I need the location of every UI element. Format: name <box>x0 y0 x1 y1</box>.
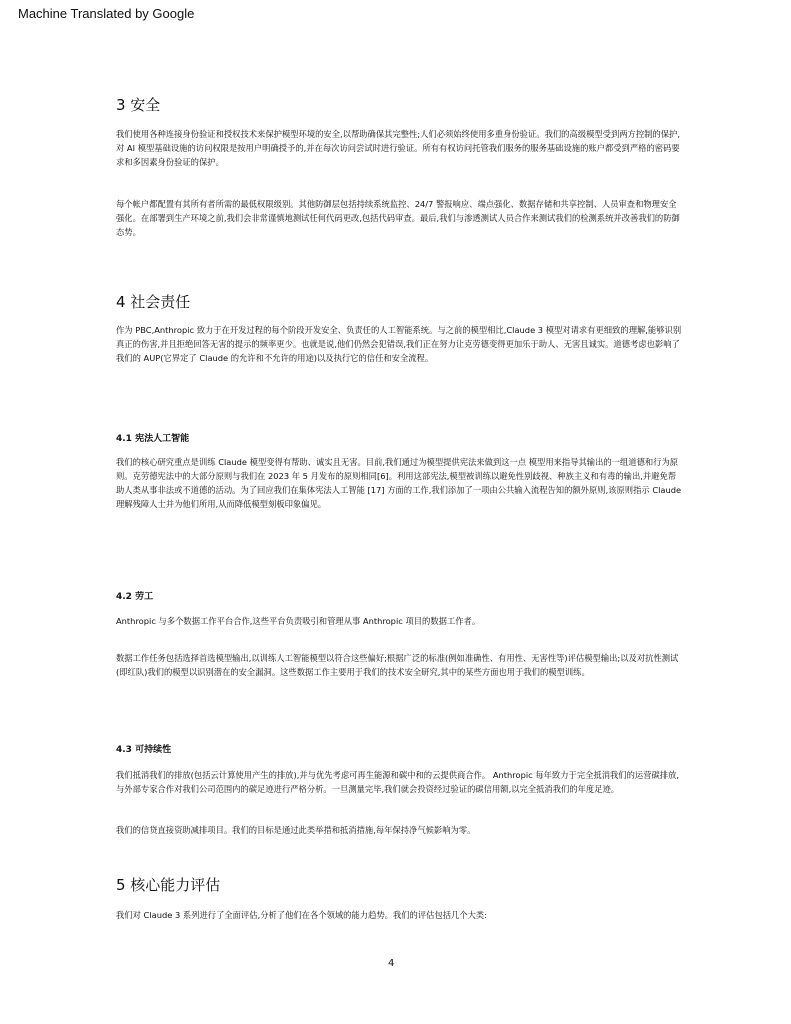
machine-translation-banner: Machine Translated by Google <box>18 6 195 21</box>
section-3-title: 3 安全 <box>116 96 161 114</box>
section-4-3-paragraph-2: 我们的信贷直接资助减排项目。我们的目标是通过此类举措和抵消措施,每年保持净气候影响为零。 <box>116 825 476 835</box>
section-4-paragraph-1: 作为 PBC,Anthropic 致力于在开发过程的每个阶段开发安全、负责任的人工智能系统。与之前的模型相比,Claude 3 模型对请求有更细致的理解,能够识别真正的伤害,并且拒绝回答无害的提示的频率更少。也就是说,他们仍然会犯错误,我们正在努力让克劳德变得更加乐于助人、无害且诚实。道德考虑也影响了我们的 AUP(它界定了 Claude 的允许和不允许的用途)以及执行它的信任和安全流程。 <box>116 325 682 363</box>
section-4-3-paragraph-1: 我们抵消我们的排放(包括云计算使用产生的排放),并与优先考虑可再生能源和碳中和的云提供商合作。 Anthropic 每年致力于完全抵消我们的运营碳排放,与外部专家合作对我们公司范围内的碳足迹进行严格分析。一旦测量完毕,我们就会投资经过验证的碳信用额,以完全抵消我们的年度足迹。 <box>116 770 680 794</box>
page-number: 4 <box>388 958 395 969</box>
section-5-paragraph-1: 我们对 Claude 3 系列进行了全面评估,分析了他们在各个领域的能力趋势。我们的评估包括几个大类: <box>116 910 488 920</box>
section-4-2-paragraph-2: 数据工作任务包括选择首选模型输出,以训练人工智能模型以符合这些偏好;根据广泛的标准(例如准确性、有用性、无害性等)评估模型输出;以及对抗性测试(即红队)我们的模型以识别潜在的安全漏洞。这些数据工作主要用于我们的技术安全研究,其中的某些方面也用于我们的模型训练。 <box>116 653 679 677</box>
section-4-1-paragraph-1: 我们的核心研究重点是训练 Claude 模型变得有帮助、诚实且无害。目前,我们通过为模型提供宪法来做到这一点 模型用来指导其输出的一组道德和行为原则。克劳德宪法中的大部分原则与我们在 2023 年 5 月发布的原则相同[6]。利用这部宪法,模型被训练以避免性别歧视、种族主义和有毒的输出,并避免帮助人类从事非法或不道德的活动。为了回应我们在集体宪法人工智能 [17] 方面的工作,我们添加了一项由公共输入流程告知的额外原则,该原则指示 Claude 理解残障人士并为他们所用,从而降低模型刻板印象偏见。 <box>116 457 682 509</box>
section-5-title: 5 核心能力评估 <box>116 876 221 894</box>
section-4-title: 4 社会责任 <box>116 293 191 311</box>
section-4-2-paragraph-1: Anthropic 与多个数据工作平台合作,这些平台负责吸引和管理从事 Anthropic 项目的数据工作者。 <box>116 616 481 626</box>
section-4-2-title: 4.2 劳工 <box>116 592 154 602</box>
section-4-3-title: 4.3 可持续性 <box>116 745 172 755</box>
section-3-paragraph-2: 每个帐户都配置有其所有者所需的最低权限级别。其他防御层包括持续系统监控、24/7 警报响应、端点强化、数据存储和共享控制、人员审查和物理安全强化。在部署到生产环境之前,我们会非常谨慎地测试任何代码更改,包括代码审查。最后,我们与渗透测试人员合作来测试我们的检测系统并改善我们的防御态势。 <box>116 199 680 237</box>
section-3-paragraph-1: 我们使用各种连接身份验证和授权技术来保护模型环境的安全,以帮助确保其完整性;人们必须始终使用多重身份验证。我们的高级模型受到两方控制的保护,对 AI 模型基础设施的访问权限是按用户明确授予的,并在每次访问尝试时进行验证。所有有权访问托管我们服务的服务基础设施的账户都受到严格的密码要求和多因素身份验证的保护。 <box>116 129 680 167</box>
section-4-1-title: 4.1 宪法人工智能 <box>116 434 190 444</box>
